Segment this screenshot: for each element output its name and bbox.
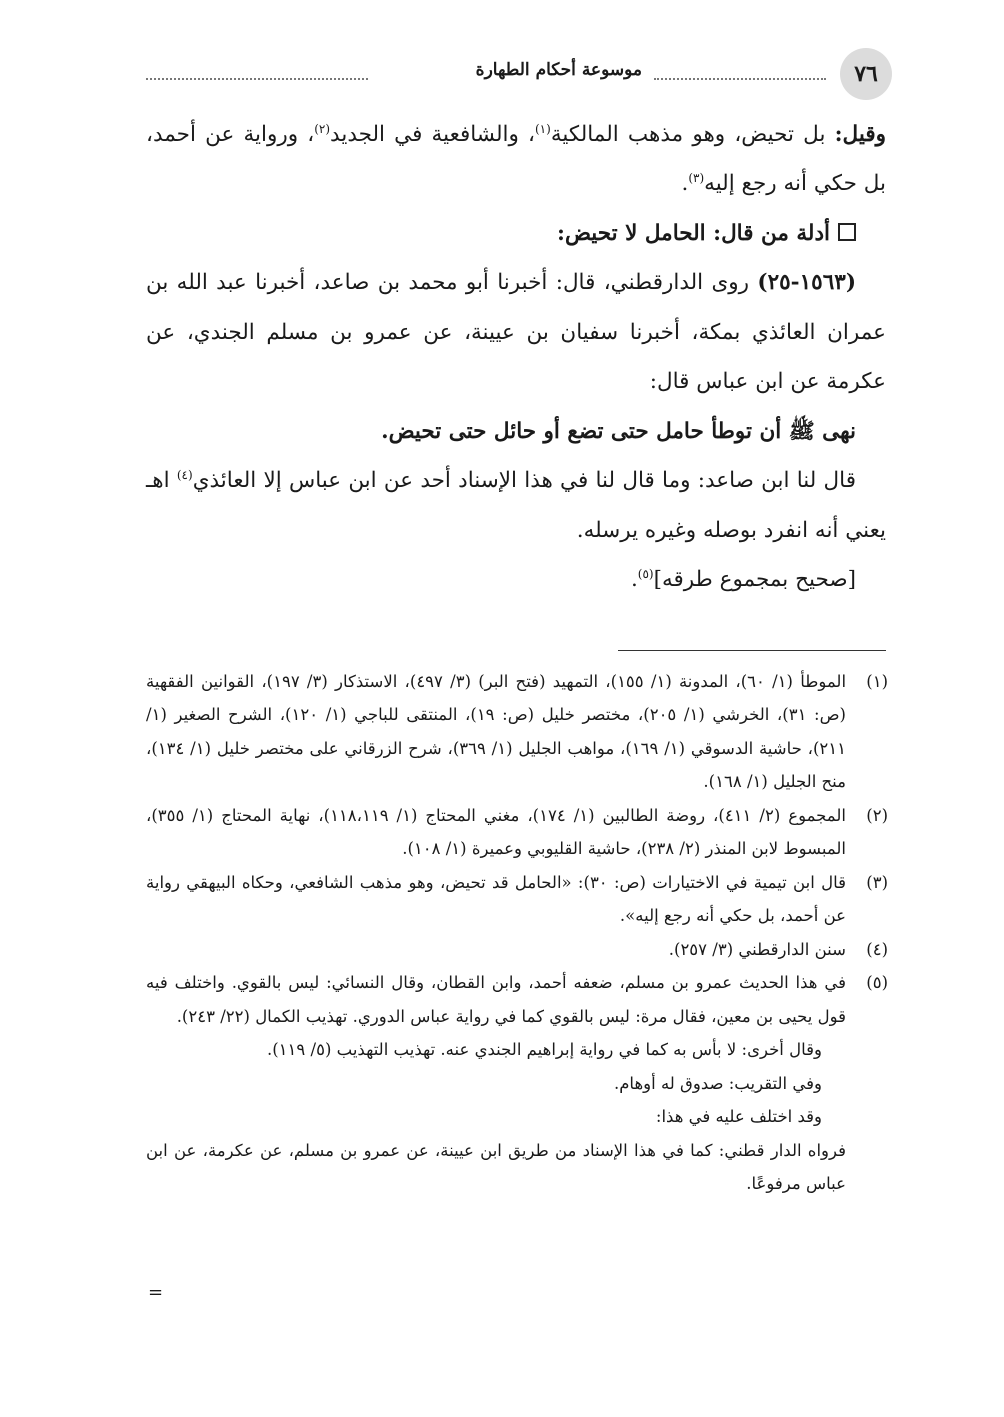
footnote-text: المجموع (٢/ ٤١١)، روضة الطالبين (١/ ١٧٤)، مغني المحتاج (١/ ١١٨،١١٩)، نهاية المحتاج (١/ ٣٥٥)، المبسوط لابن المنذر (٢/ ٢٣٨)، حاشية القليوبي وعميرة (١/ ١٠٨).: [146, 805, 846, 859]
comment-paragraph: قال لنا ابن صاعد: وما قال لنا في هذا الإسناد أحد عن ابن عباس إلا العائذي$^{(٤)}$ اهـ يعني أنه انفرد بوصله وغيره يرسله.: [146, 467, 886, 543]
section-heading: أدلة من قال: الحامل لا تحيض:: [146, 209, 886, 258]
footnote-text: في هذا الحديث عمرو بن مسلم، ضعفه أحمد، وابن القطان، وقال النسائي: ليس بالقوي. واختلف فيه قول يحيى بن معين، فقال مرة: ليس بالقوي كما في رواية عباس الدوري. تهذيب الكمال (٢٢/ ٢٤٣). وقال أخرى: لا بأس به كما في رواية إبراهيم الجندي عنه. تهذيب التهذيب (٥/ ١١٩). وفي التقريب: صدوق له أوهام. وقد اختلف عليه في هذا: فرواه الدار قطني: كما في هذا الإسناد من طريق ابن عيينة، عن عمرو بن مسلم، عن عكرمة، عن ابن عباس مرفوعًا.: [146, 973, 846, 1194]
header-dotted-rule-left: [146, 78, 368, 80]
footnote-number: (٣): [866, 872, 888, 892]
footnote-number: (٤): [866, 939, 888, 959]
footnote-number: (١): [866, 672, 888, 691]
hadith-isnad: روى الدارقطني، قال: أخبرنا أبو محمد بن صاعد، أخبرنا عبد الله بن عمران العائذي بمكة، أخبرنا سفيان بن عيينة، عن عمرو بن مسلم الجندي، عن عكرمة عن ابن عباس قال:: [146, 270, 886, 395]
footnote-divider: [618, 650, 886, 651]
footnote-1: [146, 665, 888, 799]
footnote-number: (٢): [866, 805, 888, 825]
hadith-paragraph: [146, 258, 886, 406]
main-text: [146, 110, 886, 604]
footnote-ref-1: (١): [534, 121, 551, 136]
opinion-paragraph: وقيل: بل تحيض، وهو مذهب المالكية$^{(١)}$، والشافعية في الجديد$^{(٢)}$، ورواية عن أحمد، بل حكي أنه رجع إليه$^{(٣)}$.: [146, 121, 886, 197]
footnote-ref-4: (٤): [176, 467, 193, 482]
checkbox-square-icon: [838, 223, 856, 241]
footnote-5: [146, 966, 888, 1200]
footnote-4: [146, 933, 888, 966]
footnotes: [146, 665, 888, 1201]
footnote-2: [146, 799, 888, 866]
hadith-grade: [صحيح بمجموع طرقه]$^{(٥)}$.: [630, 566, 856, 592]
footnote-text: الموطأ (١/ ٦٠)، المدونة (١/ ١٥٥)، التمهيد (فتح البر) (٣/ ٤٩٧)، الاستذكار (٣/ ١٩٧)، القوانين الفقهية (ص: ٣١)، الخرشي (١/ ٢٠٥)، مختصر خليل (ص: ١٩)، المنتقى للباجي (١/ ١٢٠)، الشرح الصغير (١/ ٢١١)، حاشية الدسوقي (١/ ١٦٩)، مواهب الجليل (١/ ٣٦٩)، شرح الزرقاني على مختصر خليل (١/ ١٣٤)، منح الجليل (١/ ١٦٨).: [146, 672, 847, 792]
page-number-badge: ٧٦: [840, 48, 892, 100]
footnote-ref-3: (٣): [688, 171, 705, 186]
header-dotted-rule-right: [654, 78, 826, 80]
book-title: موسوعة أحكام الطهارة: [475, 60, 642, 80]
hadith-matn: نهى ﷺ أن توطأ حامل حتى تضع أو حائل حتى تحيض.: [381, 418, 856, 444]
footnote-ref-5: (٥): [637, 566, 654, 581]
footnote-number: (٥): [866, 973, 888, 993]
page-header: [146, 48, 892, 100]
footnote-ref-2: (٢): [314, 121, 331, 136]
footnote-text: قال ابن تيمية في الاختيارات (ص: ٣٠): «الحامل قد تحيض، وهو مذهب الشافعي، وحكاه البيهقي رواية عن أحمد، بل حكي أنه رجع إليه».: [146, 872, 846, 926]
continuation-mark: =: [148, 1282, 164, 1303]
opinion-lead: وقيل:: [834, 122, 886, 147]
footnote-text: سنن الدارقطني (٣/ ٢٥٧).: [668, 939, 846, 959]
hadith-number: (١٥٦٣-٢٥): [757, 270, 856, 296]
footnote-3: [146, 866, 888, 933]
